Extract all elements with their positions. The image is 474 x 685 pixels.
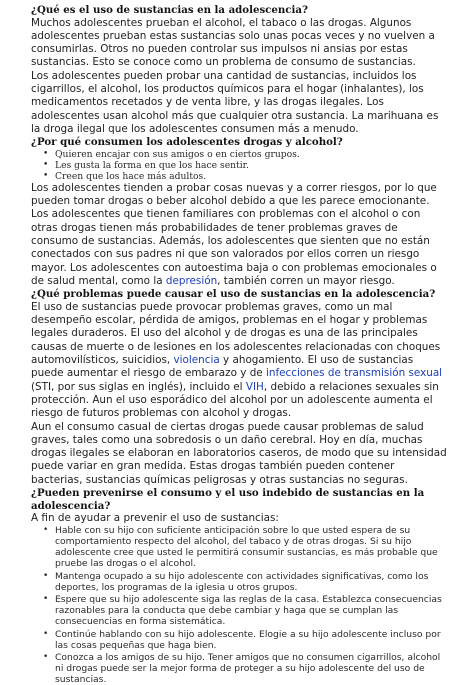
list-item: • Continúe hablando con su hijo adolescente. Elogie a su hijo adolescente incluso por las cosas pequeñas que haga bien. bbox=[43, 628, 441, 651]
bullet-icon: • bbox=[43, 594, 49, 605]
paragraph: El uso de sustancias puede provocar problemas graves, como un mal desempeño escolar, pérdida de amigos, problemas en el hogar y problemas legales duraderos. El uso del alcohol y de drogas es una de las principales causas de muerte o de lesiones en los adolescentes relacionadas con choques automovilísticos, suicidios, violencia y ahogamiento. El uso de sustancias puede aumentar el riesgo de embarazo y de infecciones de transmisión sexual (STI, por sus siglas en inglés), incluido el VIH, debido a relaciones sexuales sin protección. Aun el uso esporádico del alcohol por un adolescente aumenta el riesgo de futuros problemas con alcohol y drogas. bbox=[31, 300, 443, 420]
bullet-icon: • bbox=[43, 159, 49, 170]
link-depresion[interactable]: depresión bbox=[165, 274, 218, 287]
bullet-list bbox=[31, 525, 448, 685]
bullet-icon: • bbox=[43, 170, 49, 181]
link-violencia[interactable]: violencia bbox=[173, 354, 220, 367]
bullet-list bbox=[31, 149, 448, 182]
section-heading: ¿Pueden prevenirse el consumo y el uso indebido de sustancias en la adolescencia? bbox=[31, 486, 425, 512]
link-vih[interactable]: VIH bbox=[245, 380, 264, 393]
paragraph: Los adolescentes tienden a probar cosas nuevas y a correr riesgos, por lo que pueden tomar drogas o beber alcohol debido a que les parece emocionante. bbox=[31, 181, 437, 208]
list-item: • Les gusta la forma en que los hace sentir. bbox=[43, 159, 249, 171]
link-infecciones-transmision-sexual[interactable]: infecciones de transmisión sexual bbox=[266, 367, 443, 380]
paragraph: Los adolescentes que tienen familiares con problemas con el alcohol o con otras drogas tienen más probabilidades de tener problemas graves de consumo de sustancias. Además, los adolescentes que sienten que no están conectados con sus padres ni que son valorados por ellos corren un riesgo mayor. Los adolescentes con autoestima baja o con problemas emocionales o de salud mental, como la depresión, también corren un mayor riesgo. bbox=[31, 208, 437, 287]
list-item: • Quieren encajar con sus amigos o en ciertos grupos. bbox=[43, 148, 300, 160]
bullet-icon: • bbox=[43, 652, 49, 663]
bullet-icon: • bbox=[43, 570, 49, 581]
list-item: • Creen que los hace más adultos. bbox=[43, 170, 207, 182]
section-heading: ¿Qué es el uso de sustancias en la adolescencia? bbox=[31, 4, 308, 16]
list-item: • Espere que su hijo adolescente siga las reglas de la casa. Establezca consecuencias razonables para la conducta que debe cambiar y haga que se cumplan las consecuencias en forma sistemática. bbox=[43, 594, 442, 628]
paragraph: Aun el consumo casual de ciertas drogas puede causar problemas de salud graves, tales como una sobredosis o un daño cerebral. Hoy en día, muchas drogas ilegales se elaboran en laboratorios caseros, de modo que su intensidad puede variar en gran medida. Estas drogas también pueden contener bacterias, sustancias químicas peligrosas y otras sustancias no seguras. bbox=[31, 420, 447, 486]
list-item: • Conozca a los amigos de su hijo. Tener amigos que no consumen cigarrillos, alcohol ni drogas puede ser la mejor forma de proteger a su hijo adolescente del uso de sustancias. bbox=[43, 652, 441, 685]
paragraph: Los adolescentes pueden probar una cantidad de sustancias, incluidos los cigarrillos, el alcohol, los productos químicos para el hogar (inhalantes), los medicamentos recetados y de venta libre, y las drogas ilegales. Los adolescentes usan alcohol más que cualquier otra sustancia. La marihuana es la droga ilegal que los adolescentes consumen más a menudo. bbox=[31, 69, 439, 135]
bullet-icon: • bbox=[43, 525, 49, 536]
bullet-icon: • bbox=[43, 628, 49, 639]
bullet-icon: • bbox=[43, 148, 49, 159]
paragraph: A fin de ayudar a prevenir el uso de sustancias: bbox=[31, 512, 279, 525]
section-heading: ¿Qué problemas puede causar el uso de sustancias en la adolescencia? bbox=[31, 288, 436, 301]
section-heading: ¿Por qué consumen los adolescentes drogas y alcohol? bbox=[31, 136, 343, 149]
paragraph: Muchos adolescentes prueban el alcohol, el tabaco o las drogas. Algunos adolescentes prueban estas sustancias solo unas pocas veces y no vuelven a consumirlas. Otros no pueden controlar sus impulsos ni ansias por estas sustancias. Esto se conoce como un problema de consumo de sustancias. bbox=[31, 16, 435, 69]
list-item: • Mantenga ocupado a su hijo adolescente con actividades significativas, como los deportes, los programas de la iglesia u otros grupos. bbox=[43, 570, 429, 593]
list-item: • Hable con su hijo con suficiente anticipación sobre lo que usted espera de su comportamiento respecto del alcohol, del tabaco y de otras drogas. Si su hijo adolescente cree que usted le permitirá consumir sustancias, es más probable que pruebe las drogas o el alcohol. bbox=[43, 525, 438, 570]
